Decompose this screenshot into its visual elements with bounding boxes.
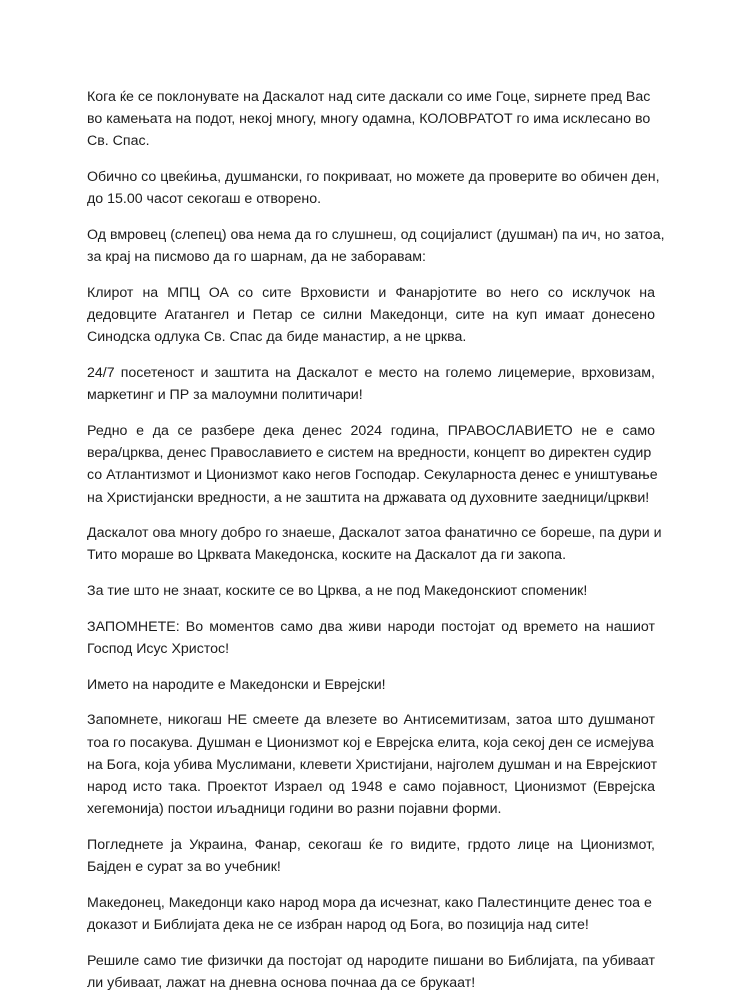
text-line: Господ Исус Христос! [87,641,230,658]
text-line: ли убиваат, лажат на дневна основа почнаа да се брукаат! [87,975,476,991]
paragraph-ukraine [87,834,655,878]
text-line: Запомнете, никогаш НЕ смеете да влезете во Антисемитизам, затоа што душманот [87,712,655,729]
document-body [87,86,665,1008]
text-line: маркетинг и ПР за малоумни политичари! [87,387,363,404]
text-line: Тито мораше во Црквата Македонска, коските на Даскалот да ги закопа. [87,547,567,564]
text-line: Решиле само тие физички да постојат од народите пишани во Библијата, па убиваат [87,952,655,969]
paragraph-bones [87,580,655,602]
text-line: тоа го посакува. Душман е Ционизмот кој е Еврејска елита, која секој ден се исмејува [87,734,654,751]
paragraph-clergy [87,282,655,349]
text-line: Името на народите е Македонски и Еврејски! [87,676,386,693]
text-line: Обично со цвеќиња, душмански, го покриваат, но можете да проверите во обичен ден, [87,169,660,186]
text-line: дедовците Агатангел и Петар се силни Македонци, сите на куп имаат донесено [87,307,655,324]
paragraph-bible [87,950,655,994]
text-line: За тие што не знаат, коските се во Црква, а не под Македонскиот споменик! [87,583,588,600]
paragraph-daskalot [87,522,662,566]
text-line: на Бога, која убива Муслимани, клевети Христијани, најголем душман и на Еврејскиот [87,756,658,773]
paragraph-remember [87,616,655,660]
text-line: вера/црква, денес Православието е систем на вредности, концепт во директен судир [87,445,652,462]
paragraph-orthodoxy [87,420,658,509]
text-line: ЗАПОМНЕТЕ: Во моментов само два живи народи постојат од времето на нашиот [87,618,655,635]
text-line: Синодска одлука Св. Спас да биде манастир, а не црква. [87,329,467,346]
text-line: Даскалот ова многу добро го знаеше, Даскалот затоа фанатично се бореше, па дури и [87,525,662,542]
text-line: Погледнете ја Украина, Фанар, секогаш ќе го видите, грдото лице на Ционизмот, [87,836,655,853]
text-line: за крај на писмово да го шарнам, да не заборавам: [87,249,426,266]
text-line: 24/7 посетеност и заштита на Даскалот е место на големо лицемерие, врховизам, [87,365,655,382]
text-line: Македонец, Македонци како народ мора да исчезнат, како Палестинците денес тоа е [87,894,652,911]
text-line: Од вмровец (слепец) ова нема да го слушнеш, од социјалист (душман) па ич, но затоа, [87,227,665,244]
text-line: хегемонија) постои иљадници години во разни појавни форми. [87,801,502,818]
paragraph-names [87,674,655,696]
text-line: во камењата на подот, некој многу, многу одамна, КОЛОВРАТОТ го има исклесано во [87,111,651,128]
text-line: Кога ќе се поклонувате на Даскалот над сите даскали со име Гоце, ѕирнете пред Вас [87,89,651,105]
text-line: доказот и Библијата дека не се избран народ од Бога, во позиција над сите! [87,917,589,934]
paragraph-kolovrat [87,86,655,153]
text-line: до 15.00 часот секогаш е отворено. [87,191,322,208]
text-line: Клирот на МПЦ ОА со сите Врховисти и Фанарјотите во него со исклучок на [87,284,655,301]
text-line: Бајден е сурат за во учебник! [87,859,281,876]
text-line: народ исто така. Проектот Израел од 1948 е само појавност, Ционизмот (Еврејска [87,779,655,796]
paragraph-24-7 [87,362,655,406]
paragraph-antisemitism [87,709,658,820]
text-line: Св. Спас. [87,133,150,150]
paragraph-macedonians [87,892,655,936]
paragraph-vmrovec [87,224,665,268]
text-line: на Христијански вредности, а не заштита на државата од духовните заедници/цркви! [87,489,650,506]
text-line: со Атлантизмот и Ционизмот како негов Господар. Секуларноста денес е уништување [87,467,658,484]
paragraph-flowers [87,166,660,210]
text-line: Редно е да се разбере дека денес 2024 година, ПРАВОСЛАВИЕТО не е само [87,422,655,439]
